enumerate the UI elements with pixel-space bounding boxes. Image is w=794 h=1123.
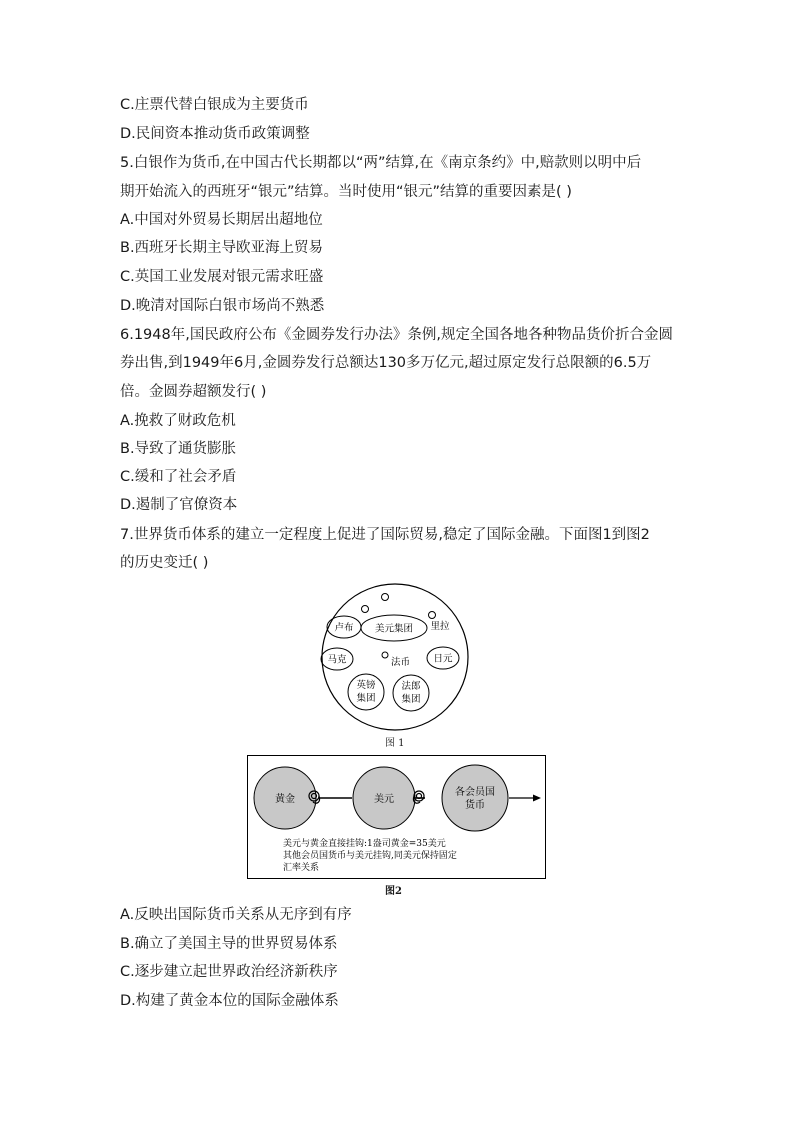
q6-option-b: B.导致了通货膨胀 [120,441,237,457]
q5-option-d: D.晚清对国际白银市场尚不熟悉 [120,298,325,314]
q6-option-d: D.遏制了官僚资本 [120,497,238,513]
pound-bloc-label-2: 集团 [356,693,376,704]
q5-option-c: C.英国工业发展对银元需求旺盛 [120,269,324,285]
arrow-head [533,795,541,802]
member-currencies-label-1: 各会员国 [455,787,495,798]
q5-option-a: A.中国对外贸易长期居出超地位 [120,212,323,228]
figure-2-caption: 图2 [385,886,402,897]
franc-bloc-label-1: 法郎 [401,681,421,692]
rouble-label: 卢布 [334,622,354,634]
mark-label: 马克 [327,654,347,666]
member-currencies-circle [442,765,508,831]
q5-stem-line1: 5.白银作为货币,在中国古代长期都以“两”结算,在《南京条约》中,赔款则以明中后 [120,155,642,171]
q4-option-c: C.庄票代替白银成为主要货币 [120,97,309,113]
q7-option-b: B.确立了美国主导的世界贸易体系 [120,936,338,952]
q7-option-c: C.逐步建立起世界政治经济新秩序 [120,964,338,980]
small-circle [382,594,389,601]
franc-bloc-label-2: 集团 [401,694,421,705]
q6-stem-line3: 倍。金圆券超额发行( ) [120,384,267,400]
member-currencies-label-2: 货币 [465,800,485,811]
gold-label: 黄金 [275,794,295,805]
q5-option-b: B.西班牙长期主导欧亚海上贸易 [120,240,324,256]
q6-stem-line1: 6.1948年,国民政府公布《金圆券发行办法》条例,规定全国各地各种物品货价折合金圆 [120,327,673,343]
usd-label: 美元 [374,794,394,805]
q5-stem-line2: 期开始流入的西班牙“银元”结算。当时使用“银元”结算的重要因素是( ) [120,184,572,200]
q7-stem-line1: 7.世界货币体系的建立一定程度上促进了国际贸易,稳定了国际金融。下面图1到图2 [120,527,650,543]
small-circle [362,606,369,613]
yen-label: 日元 [433,653,453,665]
figure-2-note-line-2: 其他会员国货币与美元挂钩,同美元保持固定 [283,851,457,861]
small-circle [429,612,436,619]
pound-bloc-label-1: 英镑 [356,680,376,691]
figure-2-note-line-1: 美元与黄金直接挂钩:1盎司黄金=35美元 [283,839,446,849]
figure-2-bretton-woods [247,755,547,880]
q7-stem-line2: 的历史变迁( ) [120,555,209,571]
figure-1-caption: 图 1 [385,738,405,749]
fabi-label: 法币 [391,657,411,668]
q6-option-c: C.缓和了社会矛盾 [120,469,237,485]
figure-2-note-line-3: 汇率关系 [283,863,320,873]
q4-option-d: D.民间资本推动货币政策调整 [120,126,310,142]
q7-option-a: A.反映出国际货币关系从无序到有序 [120,907,352,923]
figure-1-currency-blocs [315,582,475,732]
dollar-bloc-label: 美元集团 [374,623,414,635]
small-circle [382,652,388,658]
q6-stem-line2: 券出售,到1949年6月,金圆券发行总额达130多万亿元,超过原定发行总限额的6.5万 [120,355,652,371]
q6-option-a: A.挽救了财政危机 [120,413,236,429]
lira-label: 里拉 [430,621,450,632]
q7-option-d: D.构建了黄金本位的国际金融体系 [120,993,339,1009]
